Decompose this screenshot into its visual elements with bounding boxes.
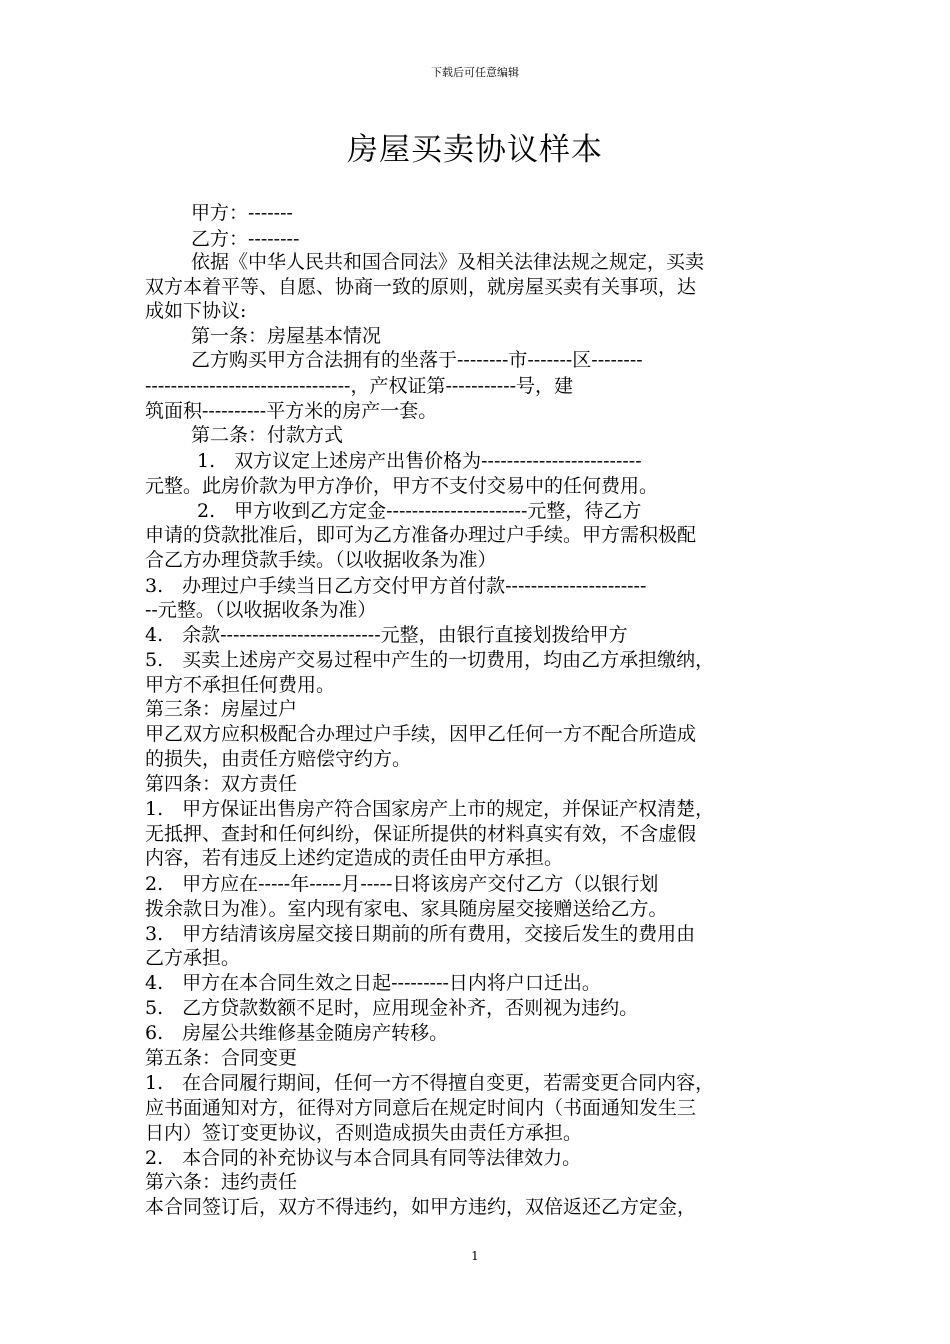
paragraph-line: 乙方购买甲方合法拥有的坐落于--------市-------区-------- (191, 349, 643, 371)
paragraph-line: 2. 甲方收到乙方定金----------------------元整，待乙方 (197, 500, 642, 522)
paragraph-line: 应书面通知对方，征得对方同意后在规定时间内（书面通知发生三 (145, 1097, 697, 1119)
paragraph-line: --元整。（以收据收条为准） (145, 599, 377, 621)
paragraph-line: 无抵押、查封和任何纠纷，保证所提供的材料真实有效，不含虚假 (145, 823, 697, 845)
article-heading: 第六条：违约责任 (145, 1171, 298, 1193)
paragraph-line: 2. 本合同的补充协议与本合同具有同等法律效力。 (145, 1147, 582, 1169)
paragraph-line: 依据《中华人民共和国合同法》及相关法律法规之规定，买卖 (191, 251, 705, 273)
paragraph-line: 筑面积----------平方米的房产一套。 (145, 400, 438, 422)
paragraph-line: 元整。此房价款为甲方净价，甲方不支付交易中的任何费用。 (145, 475, 659, 497)
paragraph-line: 4. 余款-------------------------元整，由银行直接划拨给甲方 (145, 624, 628, 646)
paragraph-line: 6. 房屋公共维修基金随房产转移。 (145, 1022, 449, 1044)
paragraph-line: 2. 甲方应在-----年-----月-----日将该房产交付乙方（以银行划 (145, 873, 659, 895)
paragraph-line: --------------------------------，产权证第-----------号，建 (145, 375, 574, 397)
paragraph-line: 申请的贷款批准后，即可为乙方准备办理过户手续。甲方需积极配 (145, 524, 697, 546)
paragraph-line: 内容，若有违反上述约定造成的责任由甲方承担。 (145, 847, 564, 869)
article-heading: 第三条：房屋过户 (145, 698, 298, 720)
paragraph-line: 甲方不承担任何费用。 (145, 674, 336, 696)
article-heading: 第五条：合同变更 (145, 1047, 298, 1069)
article-heading: 第四条：双方责任 (145, 773, 298, 795)
paragraph-line: 5. 买卖上述房产交易过程中产生的一切费用，均由乙方承担缴纳， (145, 649, 715, 671)
paragraph-line: 甲乙双方应积极配合办理过户手续，因甲乙任何一方不配合所造成 (145, 723, 697, 745)
paragraph-line: 4. 甲方在本合同生效之日起---------日内将户口迁出。 (145, 972, 601, 994)
paragraph-line: 拨余款日为准）。室内现有家电、家具随房屋交接赠送给乙方。 (145, 898, 668, 920)
article-heading: 第一条：房屋基本情况 (191, 325, 382, 347)
paragraph-line: 双方本着平等、自愿、协商一致的原则，就房屋买卖有关事项，达 (145, 276, 697, 298)
article-heading: 第二条：付款方式 (191, 424, 344, 446)
paragraph-line: 5. 乙方贷款数额不足时，应用现金补齐，否则视为违约。 (145, 997, 639, 1019)
paragraph-line: 本合同签订后，双方不得违约，如甲方违约，双倍返还乙方定金， (145, 1196, 697, 1218)
paragraph-line: 的损失，由责任方赔偿守约方。 (145, 748, 412, 770)
paragraph-line: 乙方承担。 (145, 947, 241, 969)
paragraph-line: 3. 办理过户手续当日乙方交付甲方首付款---------------------- (145, 575, 647, 597)
page-number: 1 (471, 1249, 479, 1263)
paragraph-line: 1. 双方议定上述房产出售价格为------------------------- (197, 450, 642, 472)
document-title: 房屋买卖协议样本 (347, 132, 603, 168)
paragraph-line: 成如下协议: (145, 300, 247, 322)
party-a-line: 甲方：------- (191, 202, 293, 224)
paragraph-line: 合乙方办理贷款手续。（以收据收条为准） (145, 549, 497, 571)
paragraph-line: 1. 甲方保证出售房产符合国家房产上市的规定，并保证产权清楚， (145, 798, 715, 820)
paragraph-line: 1. 在合同履行期间，任何一方不得擅自变更，若需变更合同内容， (145, 1072, 715, 1094)
party-b-line: 乙方：-------- (191, 228, 300, 250)
paragraph-line: 日内）签订变更协议，否则造成损失由责任方承担。 (145, 1122, 583, 1144)
paragraph-line: 3. 甲方结清该房屋交接日期前的所有费用，交接后发生的费用由 (145, 923, 696, 945)
page-header: 下载后可任意编辑 (431, 66, 519, 79)
